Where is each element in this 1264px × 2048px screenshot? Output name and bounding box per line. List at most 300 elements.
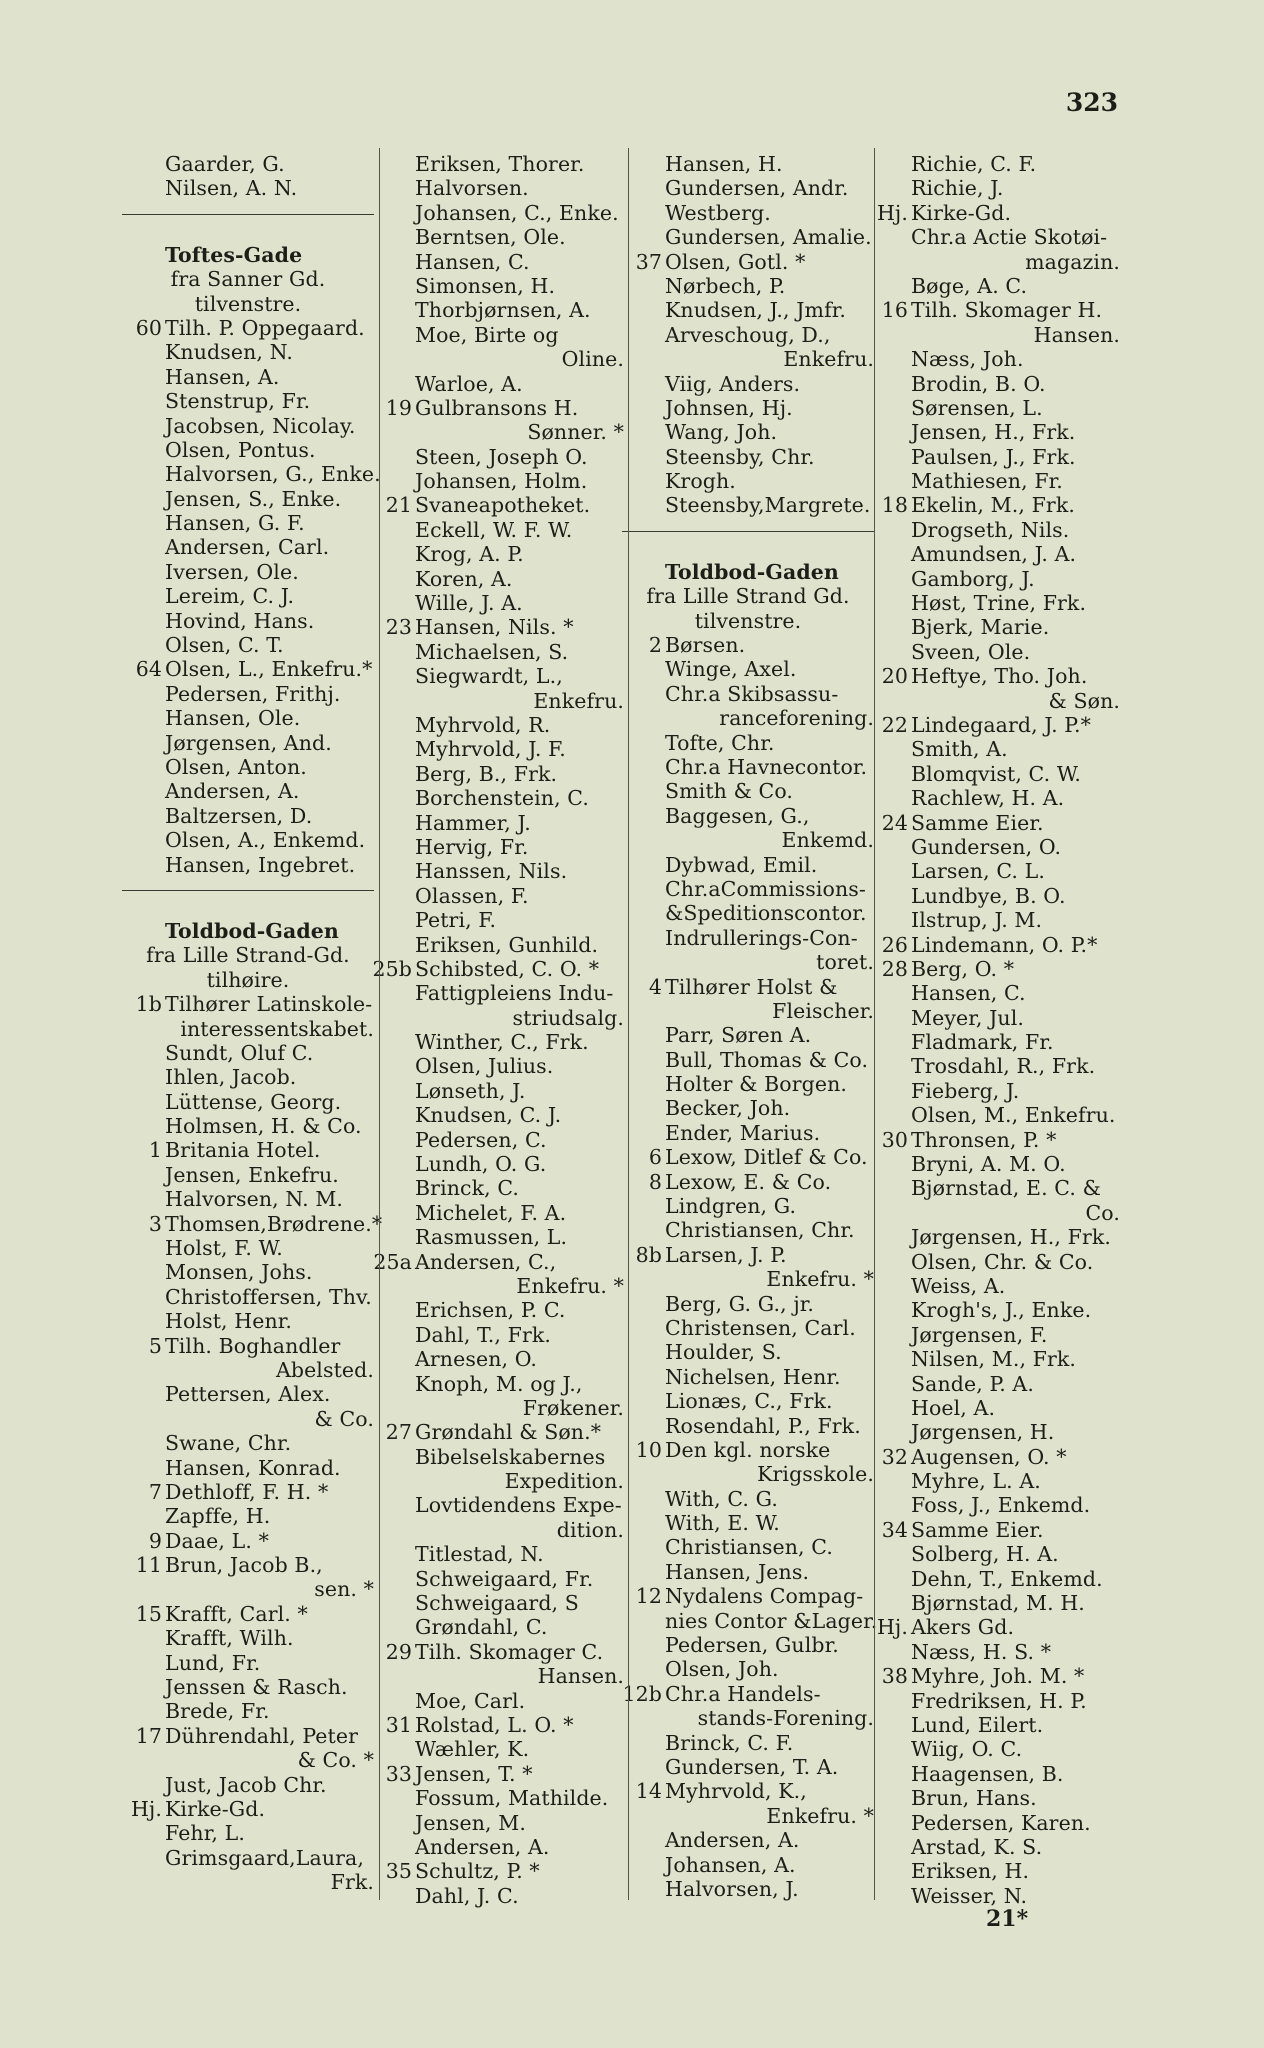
- directory-entry: [622, 1414, 874, 1438]
- entry-text: Brinck, C.: [415, 1176, 520, 1201]
- directory-entry: [372, 1030, 624, 1054]
- entry-text: Lindgren, G.: [665, 1194, 797, 1219]
- directory-entry: [868, 1103, 1120, 1127]
- directory-entry: [868, 1737, 1120, 1761]
- directory-entry: [868, 518, 1120, 542]
- directory-entry: [622, 1170, 874, 1194]
- directory-entry: [122, 584, 374, 608]
- house-number: 8: [648, 1169, 662, 1194]
- directory-entry: [372, 859, 624, 883]
- column-4: [868, 152, 1120, 1908]
- directory-entry: [622, 1389, 874, 1413]
- street-subheading: [122, 267, 374, 291]
- house-number: 22: [881, 712, 908, 737]
- directory-entry: [868, 1054, 1120, 1078]
- entry-text: Bøge, A. C.: [911, 273, 1028, 298]
- entry-text: Haagensen, B.: [911, 1761, 1064, 1786]
- entry-text: Dehn, T., Enkemd.: [911, 1566, 1103, 1591]
- entry-text: Gundersen, O.: [911, 834, 1062, 859]
- directory-entry: [622, 1853, 874, 1877]
- entry-text: magazin.: [1025, 249, 1120, 274]
- directory-entry: [868, 835, 1120, 859]
- directory-entry: [372, 1054, 624, 1078]
- entry-text: striudsalg.: [512, 1005, 624, 1030]
- entry-text: Olsen, M., Enkefru.: [911, 1103, 1116, 1128]
- directory-entry: [372, 1786, 624, 1810]
- directory-entry: [622, 420, 874, 444]
- entry-text: fra Lille Strand-Gd.: [146, 943, 350, 968]
- column-divider: [628, 148, 629, 1900]
- entry-text: Expedition.: [504, 1469, 624, 1494]
- directory-entry: [868, 786, 1120, 810]
- entry-text: Hansen, Ingebret.: [165, 852, 356, 877]
- directory-entry: [868, 396, 1120, 420]
- house-number: Hj.: [130, 1797, 162, 1821]
- entry-text: Tilh. Skomager H.: [911, 298, 1103, 323]
- entry-text: Hansen, Nils. *: [415, 615, 574, 640]
- directory-entry: [372, 1542, 624, 1566]
- directory-entry: [622, 1194, 874, 1218]
- entry-continuation: [622, 1267, 874, 1291]
- entry-text: Nichelsen, Henr.: [665, 1364, 841, 1389]
- directory-entry: [868, 1713, 1120, 1737]
- directory-entry: [622, 274, 874, 298]
- entry-text: Jørgensen, And.: [165, 730, 332, 755]
- house-number: 6: [648, 1145, 662, 1170]
- directory-entry: [122, 682, 374, 706]
- entry-text: Lønseth, J.: [415, 1078, 526, 1103]
- spacer: [122, 905, 374, 919]
- directory-entry: [122, 755, 374, 779]
- spacer: [622, 546, 874, 560]
- entry-text: Lindemann, O. P.*: [911, 932, 1098, 957]
- directory-entry: [122, 1699, 374, 1723]
- entry-text: Hansen, Konrad.: [165, 1455, 341, 1480]
- directory-entry: [372, 762, 624, 786]
- directory-entry: [122, 1065, 374, 1089]
- house-number: 12: [635, 1584, 662, 1609]
- entry-continuation: [622, 999, 874, 1023]
- directory-entry: [868, 176, 1120, 200]
- directory-entry: [868, 1225, 1120, 1249]
- entry-text: Schultz, P. *: [415, 1859, 540, 1884]
- entry-text: & Co.: [314, 1406, 374, 1431]
- directory-entry: [122, 1334, 374, 1358]
- entry-continuation: [122, 1870, 374, 1894]
- entry-continuation: [868, 689, 1120, 713]
- entry-text: Dahl, J. C.: [415, 1883, 519, 1908]
- entry-text: Christiansen, C.: [665, 1535, 833, 1560]
- entry-text: Tilh. Boghandler: [165, 1333, 341, 1358]
- directory-entry: [622, 1755, 874, 1779]
- directory-entry: [622, 1023, 874, 1047]
- entry-text: Hansen, A.: [165, 364, 280, 389]
- entry-text: & Søn.: [1048, 688, 1120, 713]
- directory-entry: [372, 835, 624, 859]
- entry-text: tilhøire.: [206, 967, 290, 992]
- entry-continuation: [122, 1358, 374, 1382]
- street-subheading: [622, 584, 874, 608]
- entry-text: Olsen, Julius.: [415, 1054, 554, 1079]
- entry-text: Sveen, Ole.: [911, 639, 1031, 664]
- signature-mark: 21*: [986, 1906, 1029, 1932]
- entry-text: Lovtidendens Expe-: [415, 1493, 622, 1518]
- entry-text: Nydalens Compag-: [665, 1584, 864, 1609]
- entry-text: Dybwad, Emil.: [665, 852, 818, 877]
- directory-entry: [372, 518, 624, 542]
- house-number: 17: [135, 1723, 162, 1748]
- directory-entry: [868, 1347, 1120, 1371]
- entry-continuation: [622, 950, 874, 974]
- entry-text: Larsen, C. L.: [911, 859, 1045, 884]
- directory-entry: [122, 1821, 374, 1845]
- entry-text: Pedersen, Karen.: [911, 1810, 1091, 1835]
- directory-entry: [868, 1493, 1120, 1517]
- directory-entry: [372, 1176, 624, 1200]
- directory-entry: [372, 908, 624, 932]
- house-number: 5: [148, 1333, 162, 1358]
- entry-text: Jenssen & Rasch.: [165, 1675, 348, 1700]
- entry-text: Petri, F.: [415, 908, 497, 933]
- directory-entry: [372, 1713, 624, 1737]
- entry-text: Hansen.: [537, 1664, 624, 1689]
- directory-entry: [622, 1072, 874, 1096]
- entry-text: Stenstrup, Fr.: [165, 389, 311, 414]
- entry-continuation: [122, 1407, 374, 1431]
- directory-entry: [622, 657, 874, 681]
- directory-entry: [622, 493, 874, 517]
- directory-entry: [868, 347, 1120, 371]
- directory-entry: [868, 1420, 1120, 1444]
- directory-entry: [868, 1518, 1120, 1542]
- entry-continuation: [868, 1201, 1120, 1225]
- directory-entry: [122, 1651, 374, 1675]
- entry-text: Iversen, Ole.: [165, 559, 299, 584]
- directory-entry: [122, 1041, 374, 1065]
- directory-entry: [868, 1469, 1120, 1493]
- directory-entry: [868, 908, 1120, 932]
- directory-entry: [868, 1762, 1120, 1786]
- house-number: 7: [148, 1479, 162, 1504]
- entry-text: & Co. *: [297, 1748, 374, 1773]
- street-subheading: [122, 968, 374, 992]
- entry-text: Olsen, C. T.: [165, 633, 284, 658]
- entry-text: Krogh.: [665, 469, 736, 494]
- entry-text: Frøkener.: [522, 1395, 624, 1420]
- entry-text: Tilhører Latinskole-: [165, 992, 373, 1017]
- street-heading: [122, 919, 374, 943]
- entry-continuation: [372, 1469, 624, 1493]
- entry-text: Bull, Thomas & Co.: [665, 1047, 869, 1072]
- column-divider: [874, 148, 875, 1900]
- entry-text: Amundsen, J. A.: [911, 542, 1077, 567]
- entry-text: Weisser, N.: [911, 1883, 1028, 1908]
- directory-entry: [868, 274, 1120, 298]
- house-number: 33: [385, 1761, 412, 1786]
- directory-entry: [122, 1626, 374, 1650]
- directory-entry: [622, 1560, 874, 1584]
- entry-text: Krigsskole.: [757, 1462, 874, 1487]
- entry-text: Gundersen, Amalie.: [665, 225, 872, 250]
- directory-entry: [622, 731, 874, 755]
- entry-text: Smith & Co.: [665, 779, 794, 804]
- entry-text: Gaarder, G.: [165, 152, 285, 176]
- directory-entry: [868, 1884, 1120, 1908]
- entry-text: Eriksen, Gunhild.: [415, 932, 599, 957]
- directory-entry: [122, 1285, 374, 1309]
- directory-entry: [122, 438, 374, 462]
- entry-continuation: [622, 347, 874, 371]
- directory-entry: [122, 804, 374, 828]
- entry-text: Kirke-Gd.: [165, 1797, 266, 1821]
- directory-entry: [122, 1114, 374, 1138]
- entry-text: Ekelin, M., Frk.: [911, 493, 1075, 518]
- entry-text: Tilh. P. Oppegaard.: [165, 315, 365, 340]
- house-number: 31: [385, 1713, 412, 1737]
- entry-text: Myhre, L. A.: [911, 1469, 1041, 1494]
- entry-text: Holter & Borgen.: [665, 1072, 848, 1097]
- entry-text: Akers Gd.: [911, 1615, 1015, 1640]
- directory-entry: [868, 1567, 1120, 1591]
- entry-text: Grøndahl & Søn.*: [415, 1420, 602, 1445]
- entry-text: Tofte, Chr.: [665, 730, 775, 755]
- directory-entry: [122, 176, 374, 200]
- section-divider: [122, 877, 374, 905]
- entry-text: Jacobsen, Nicolay.: [165, 413, 356, 438]
- directory-entry: [372, 933, 624, 957]
- entry-text: Sørensen, L.: [911, 395, 1043, 420]
- directory-entry: [372, 1420, 624, 1444]
- entry-text: Lereim, C. J.: [165, 584, 295, 609]
- entry-text: Lund, Fr.: [165, 1650, 261, 1675]
- entry-continuation: [622, 706, 874, 730]
- directory-entry: [122, 633, 374, 657]
- house-number: 12b: [622, 1681, 662, 1706]
- entry-text: Enkefru.: [783, 347, 874, 372]
- entry-text: Toftes-Gade: [165, 242, 303, 267]
- entry-text: Gulbransons H.: [415, 395, 579, 420]
- entry-text: Lüttense, Georg.: [165, 1089, 342, 1114]
- directory-entry: [868, 1006, 1120, 1030]
- entry-text: Houlder, S.: [665, 1340, 782, 1365]
- entry-text: Jensen, Enkefru.: [165, 1162, 339, 1187]
- directory-entry: [868, 1664, 1120, 1688]
- entry-continuation: [122, 1748, 374, 1772]
- entry-continuation: [622, 1804, 874, 1828]
- directory-entry: [868, 859, 1120, 883]
- directory-entry: [622, 1877, 874, 1901]
- directory-entry: [622, 1316, 874, 1340]
- entry-text: Becker, Joh.: [665, 1096, 791, 1121]
- entry-text: Ihlen, Jacob.: [165, 1065, 297, 1090]
- entry-text: Bjørnstad, E. C. &: [911, 1176, 1101, 1201]
- directory-entry: [372, 1811, 624, 1835]
- directory-entry: [622, 1828, 874, 1852]
- directory-entry: [372, 1567, 624, 1591]
- entry-text: Olsen, L., Enkefru.*: [165, 657, 373, 682]
- entry-text: Ilstrup, J. M.: [911, 908, 1043, 933]
- entry-text: Indrullerings-Con-: [665, 925, 858, 950]
- entry-text: Jørgensen, H.: [911, 1420, 1055, 1445]
- entry-text: Rosendahl, P., Frk.: [665, 1413, 861, 1438]
- entry-text: Jørgensen, F.: [911, 1322, 1048, 1347]
- house-number: 26: [881, 932, 908, 957]
- entry-text: Brun, Hans.: [911, 1786, 1037, 1811]
- directory-entry: [372, 1152, 624, 1176]
- directory-entry: [372, 786, 624, 810]
- entry-text: Lundh, O. G.: [415, 1152, 547, 1177]
- entry-text: Foss, J., Enkemd.: [911, 1493, 1091, 1518]
- directory-entry: [868, 1323, 1120, 1347]
- entry-text: Andersen, C.,: [415, 1249, 557, 1274]
- entry-text: Berg, O. *: [911, 956, 1015, 981]
- directory-entry: [372, 1493, 624, 1517]
- directory-entry: [372, 737, 624, 761]
- directory-entry: [122, 1773, 374, 1797]
- entry-text: Brinck, C. F.: [665, 1730, 794, 1755]
- entry-text: Wiig, O. C.: [911, 1737, 1023, 1762]
- directory-entry: [372, 1689, 624, 1713]
- directory-entry: [122, 657, 374, 681]
- directory-entry: [868, 1811, 1120, 1835]
- directory-entry: [622, 682, 874, 706]
- directory-entry: [622, 804, 874, 828]
- entry-text: Næss, Joh.: [911, 347, 1024, 372]
- directory-entry: [372, 1298, 624, 1322]
- directory-entry: [868, 567, 1120, 591]
- house-number: 3: [148, 1211, 162, 1236]
- entry-text: Arstad, K. S.: [911, 1834, 1043, 1859]
- directory-entry: [372, 1250, 624, 1274]
- entry-text: Enkemd.: [781, 828, 874, 853]
- house-number: 27: [385, 1420, 412, 1445]
- entry-text: Britania Hotel.: [165, 1138, 321, 1163]
- entry-text: Grimsgaard,Laura,: [165, 1845, 364, 1870]
- house-number: 14: [635, 1779, 662, 1804]
- entry-text: Andersen, A.: [665, 1828, 800, 1853]
- entry-text: Baltzersen, D.: [165, 803, 313, 828]
- directory-entry: [868, 1128, 1120, 1152]
- entry-text: Toldbod-Gaden: [165, 918, 339, 943]
- entry-text: Enkefru.: [533, 688, 624, 713]
- entry-text: Moe, Carl.: [415, 1688, 526, 1713]
- directory-entry: [868, 737, 1120, 761]
- directory-entry: [372, 1737, 624, 1761]
- directory-entry: [622, 225, 874, 249]
- directory-entry: [372, 1323, 624, 1347]
- entry-text: Krafft, Carl. *: [165, 1601, 308, 1626]
- entry-text: Lundbye, B. O.: [911, 883, 1066, 908]
- directory-entry: [372, 981, 624, 1005]
- entry-text: Olsen, Gotl. *: [665, 249, 806, 274]
- entry-text: Oline.: [561, 347, 624, 372]
- directory-entry: [868, 1445, 1120, 1469]
- directory-entry: [868, 615, 1120, 639]
- directory-entry: [622, 1340, 874, 1364]
- directory-entry: [122, 389, 374, 413]
- entry-text: Solberg, H. A.: [911, 1542, 1059, 1567]
- directory-entry: [868, 1079, 1120, 1103]
- entry-text: Heftye, Tho. Joh.: [911, 664, 1088, 689]
- directory-entry: [372, 1859, 624, 1883]
- entry-text: Chr.a Havnecontor.: [665, 754, 868, 779]
- directory-entry: [868, 469, 1120, 493]
- directory-entry: [372, 152, 624, 176]
- entry-text: Daae, L. *: [165, 1528, 269, 1553]
- directory-entry: [122, 487, 374, 511]
- entry-continuation: [372, 1274, 624, 1298]
- directory-entry: [868, 591, 1120, 615]
- entry-text: Co.: [1085, 1200, 1120, 1225]
- directory-entry: [122, 1456, 374, 1480]
- directory-entry: [622, 1121, 874, 1145]
- directory-entry: [622, 877, 874, 901]
- entry-text: tilvenstre.: [194, 291, 302, 316]
- entry-text: Ender, Marius.: [665, 1120, 821, 1145]
- entry-text: Michelet, F. A.: [415, 1200, 567, 1225]
- entry-text: Krogh's, J., Enke.: [911, 1298, 1092, 1323]
- entry-text: Smith, A.: [911, 737, 1008, 762]
- entry-text: Arnesen, O.: [415, 1347, 538, 1372]
- entry-text: Blomqvist, C. W.: [911, 761, 1082, 786]
- entry-text: Fladmark, Fr.: [911, 1030, 1054, 1055]
- directory-entry: [622, 1145, 874, 1169]
- entry-text: Thomsen,Brødrene.*: [165, 1211, 383, 1236]
- directory-entry: [122, 1529, 374, 1553]
- house-number: 24: [881, 810, 908, 835]
- directory-entry: [622, 1511, 874, 1535]
- entry-text: Michaelsen, S.: [415, 639, 569, 664]
- entry-text: Lexow, Ditlef & Co.: [665, 1145, 868, 1170]
- entry-text: Myhre, Joh. M. *: [911, 1664, 1085, 1689]
- directory-entry: [868, 1786, 1120, 1810]
- entry-text: Samme Eier.: [911, 1517, 1044, 1542]
- entry-text: Chr.a Skibsassu-: [665, 681, 839, 706]
- entry-text: nies Contor &Lager.: [665, 1608, 878, 1633]
- entry-text: Hansen.: [1033, 322, 1120, 347]
- entry-text: Berg, B., Frk.: [415, 761, 558, 786]
- entry-text: Hanssen, Nils.: [415, 859, 568, 884]
- entry-text: Hoel, A.: [911, 1395, 996, 1420]
- directory-entry: [372, 298, 624, 322]
- entry-text: Gundersen, T. A.: [665, 1755, 839, 1779]
- directory-entry: [868, 542, 1120, 566]
- entry-text: Johansen, C., Enke.: [415, 200, 619, 225]
- entry-text: Borchenstein, C.: [415, 786, 589, 811]
- directory-entry: [372, 1615, 624, 1639]
- entry-text: Halvorsen, N. M.: [165, 1187, 344, 1212]
- directory-entry: [622, 975, 874, 999]
- entry-continuation: [372, 347, 624, 371]
- directory-entry: [868, 957, 1120, 981]
- street-subheading: [122, 943, 374, 967]
- entry-text: Dethloff, F. H. *: [165, 1479, 329, 1504]
- directory-entry: [622, 250, 874, 274]
- entry-text: Winther, C., Frk.: [415, 1030, 589, 1055]
- entry-text: Høst, Trine, Frk.: [911, 591, 1087, 616]
- directory-entry: [868, 225, 1120, 249]
- entry-text: Mathiesen, Fr.: [911, 469, 1063, 494]
- directory-entry: [622, 853, 874, 877]
- directory-entry: [868, 201, 1120, 225]
- entry-text: Knudsen, N.: [165, 340, 293, 365]
- entry-text: Olassen, F.: [415, 883, 529, 908]
- entry-text: With, C. G.: [665, 1486, 778, 1511]
- entry-text: Eckell, W. F. W.: [415, 517, 573, 542]
- entry-text: Knoph, M. og J.,: [415, 1371, 583, 1396]
- entry-text: Pedersen, Gulbr.: [665, 1633, 839, 1658]
- directory-entry: [372, 372, 624, 396]
